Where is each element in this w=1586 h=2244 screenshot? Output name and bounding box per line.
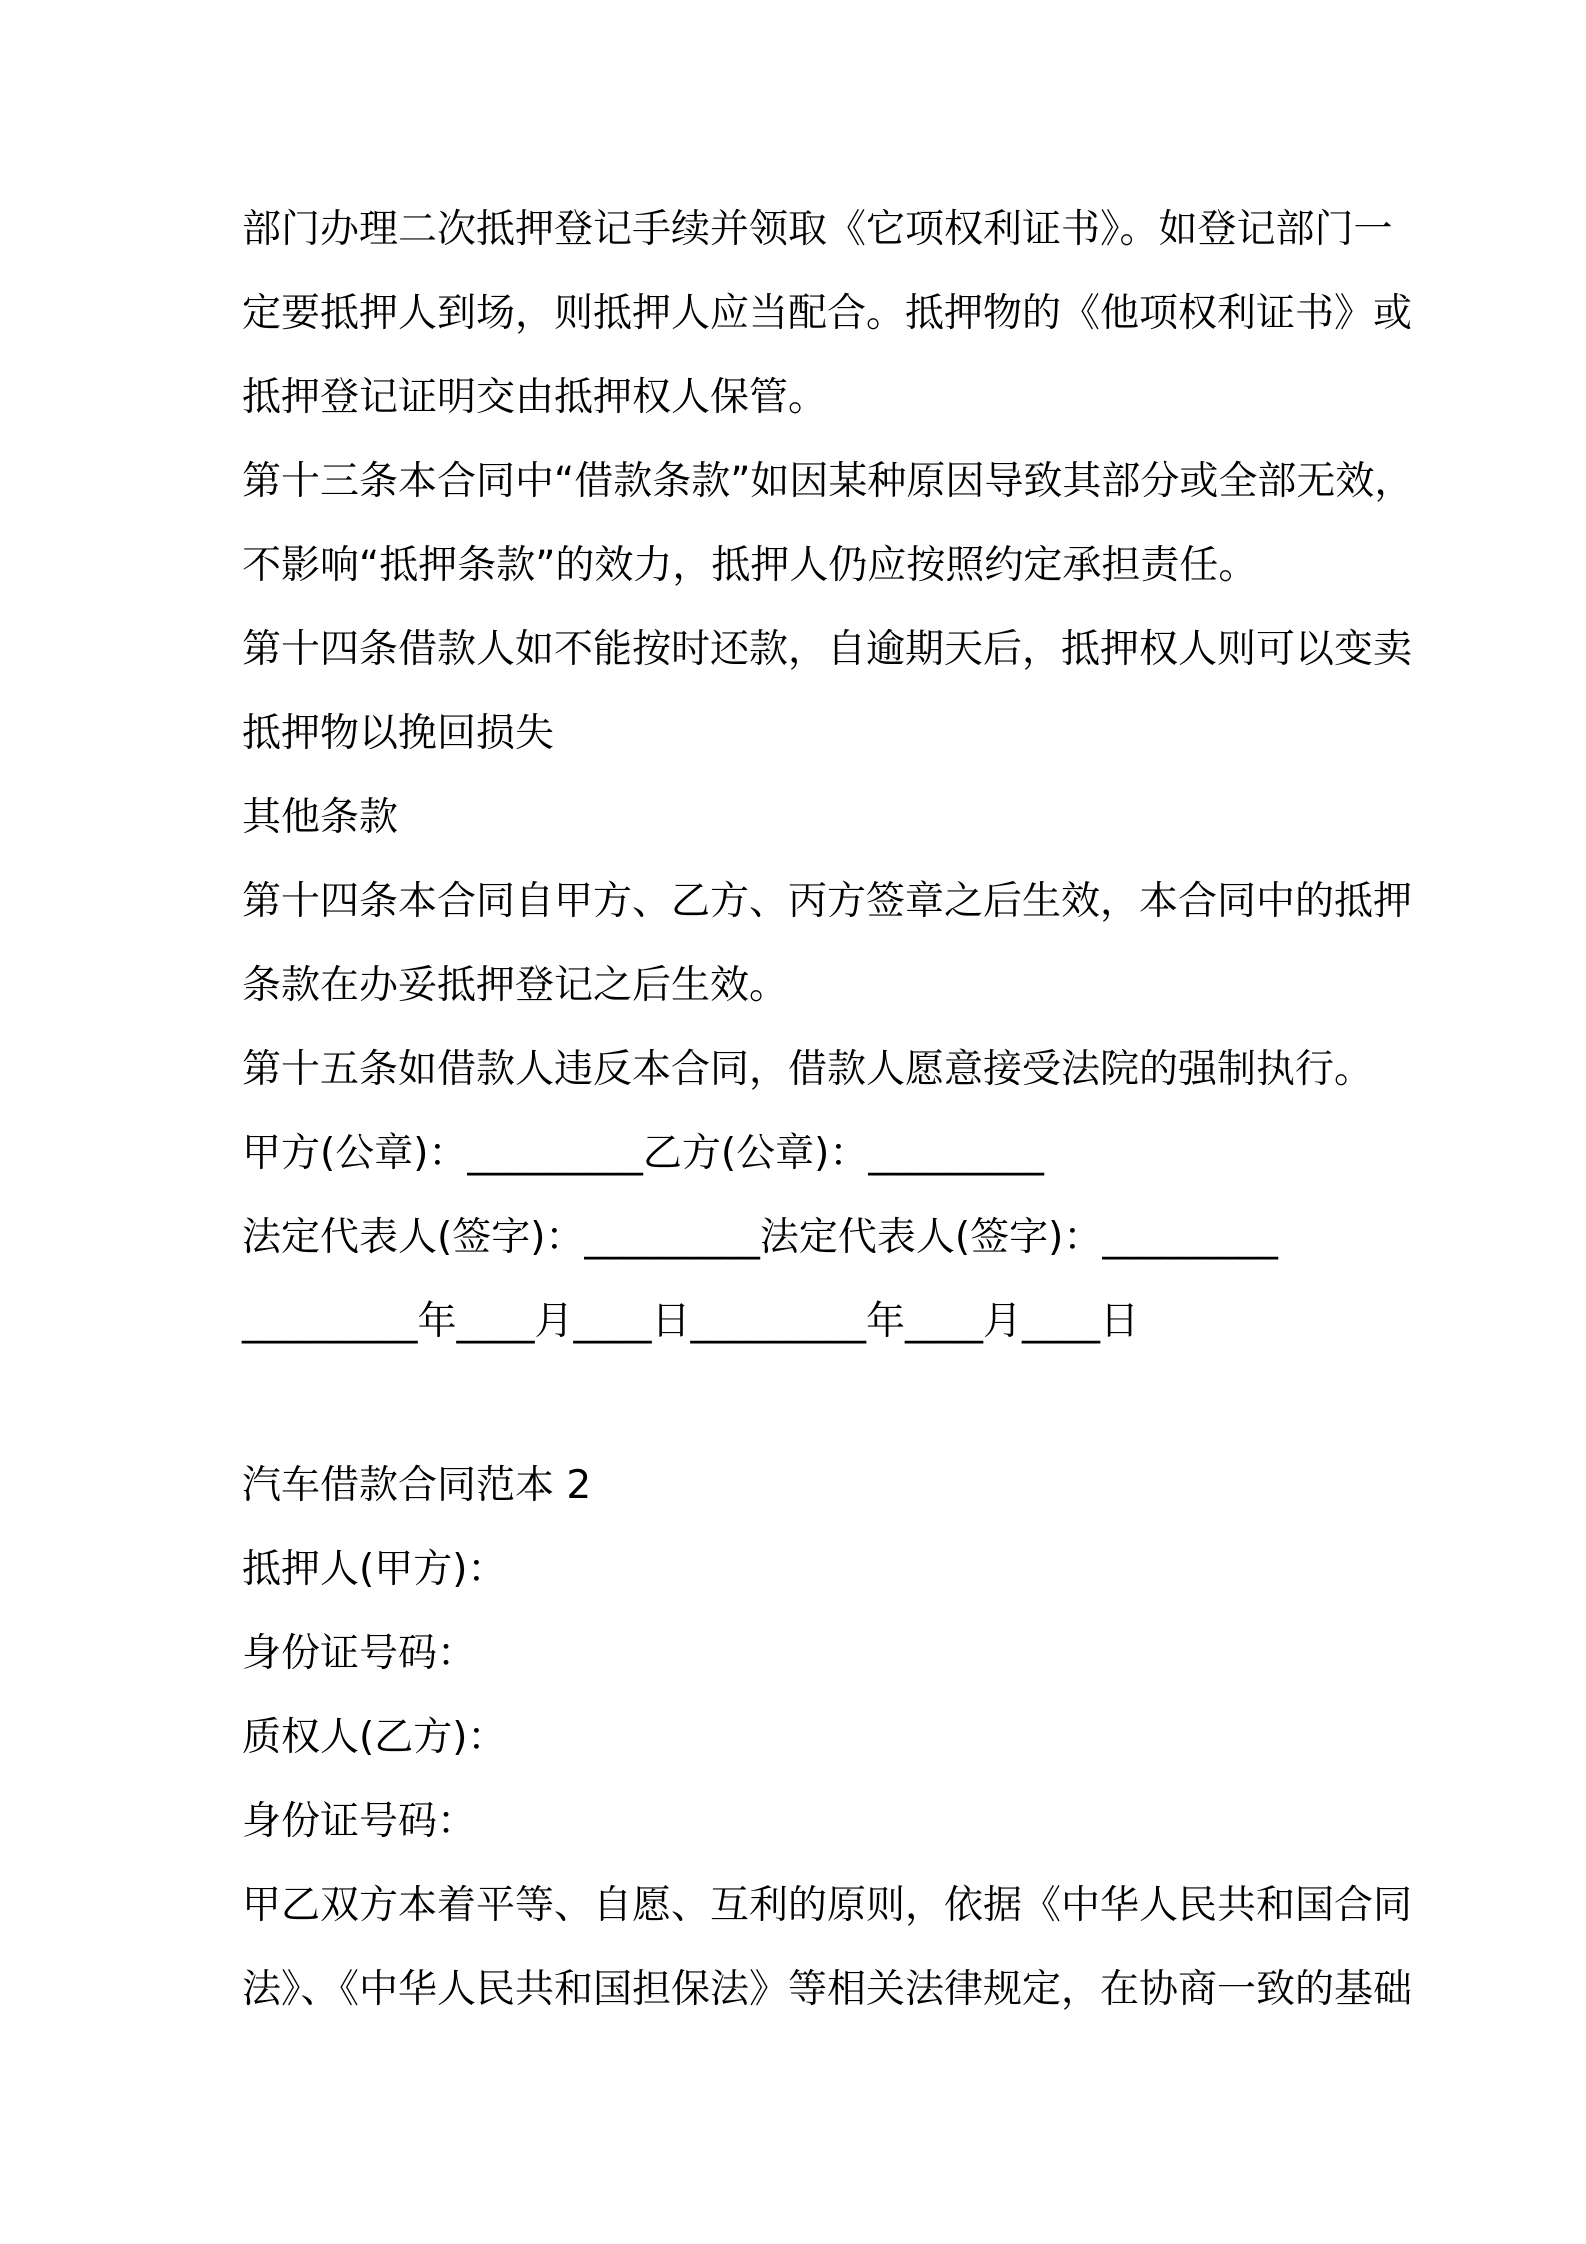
paragraph-line: 抵押登记证明交由抵押权人保管。 (242, 375, 828, 420)
paragraph-line: 条款在办妥抵押登记之后生效。 (242, 963, 789, 1008)
paragraph-line: 法》、《中华人民共和国担保法》等相关法律规定，在协商一致的基础 (242, 1967, 1413, 2012)
document-title: 汽车借款合同范本 2 (242, 1463, 592, 1508)
id-number-line: 身份证号码： (242, 1631, 477, 1676)
article-13-line: 第十三条本合同中“借款条款”如因某种原因导致其部分或全部无效， (242, 459, 1414, 504)
paragraph-line: 定要抵押人到场，则抵押人应当配合。抵押物的《他项权利证书》或 (242, 291, 1413, 336)
party-a-line: 抵押人(甲方)： (242, 1547, 507, 1592)
article-14b-line: 第十四条本合同自甲方、乙方、丙方签章之后生效，本合同中的抵押 (242, 879, 1413, 924)
article-14-line: 第十四条借款人如不能按时还款，自逾期天后，抵押权人则可以变卖 (242, 627, 1413, 672)
paragraph-line: 甲乙双方本着平等、自愿、互利的原则，依据《中华人民共和国合同 (242, 1883, 1413, 1928)
date-line: _________年____月____日_________年____月____日 (242, 1299, 1139, 1344)
id-number-line: 身份证号码： (242, 1799, 477, 1844)
paragraph-line: 不影响“抵押条款”的效力，抵押人仍应按照约定承担责任。 (242, 543, 1258, 588)
paragraph-line: 抵押物以挽回损失 (242, 711, 555, 756)
party-b-line: 质权人(乙方)： (242, 1715, 507, 1760)
section-heading: 其他条款 (242, 795, 399, 840)
seal-line: 甲方(公章)：_________乙方(公章)：_________ (242, 1131, 1044, 1176)
signature-line: 法定代表人(签字)：_________法定代表人(签字)：_________ (242, 1215, 1278, 1260)
article-15-line: 第十五条如借款人违反本合同，借款人愿意接受法院的强制执行。 (242, 1047, 1374, 1092)
paragraph-line: 部门办理二次抵押登记手续并领取《它项权利证书》。如登记部门一 (242, 207, 1393, 252)
